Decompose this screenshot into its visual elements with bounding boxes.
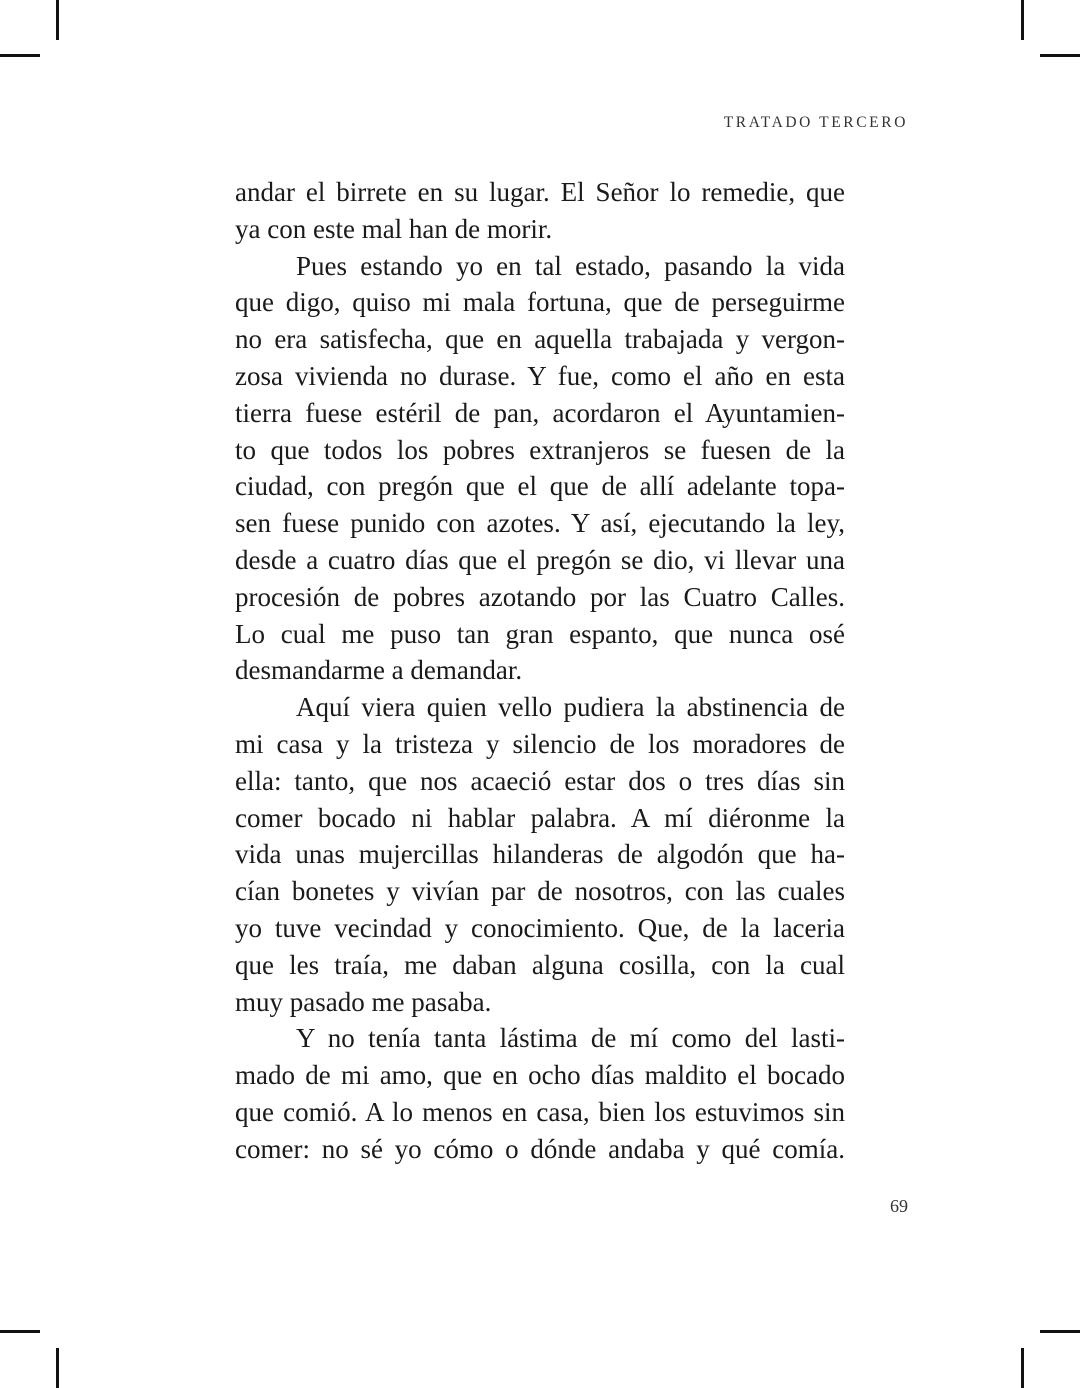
text-line: Lo cual me puso tan gran espanto, que nunca osé	[235, 618, 845, 649]
text-line: comer bocado ni hablar palabra. A mí diéronme la	[235, 802, 845, 833]
text-line: comer: no sé yo cómo o dónde andaba y qué comía.	[235, 1133, 845, 1164]
page-number: 69	[890, 1196, 908, 1216]
text-line: muy pasado me pasaba.	[235, 986, 492, 1017]
crop-mark-top-right-vertical	[1021, 0, 1024, 40]
text-line: que les traía, me daban alguna cosilla, con la cual	[235, 949, 845, 980]
text-line: desde a cuatro días que el pregón se dio, vi llevar una	[235, 544, 845, 575]
paragraph	[235, 174, 845, 248]
body-text	[235, 174, 845, 1168]
text-line: mado de mi amo, que en ocho días maldito el bocado	[235, 1060, 845, 1091]
running-head: TRATADO TERCERO	[723, 114, 908, 131]
crop-mark-top-left-vertical	[56, 0, 59, 40]
text-line: mi casa y la tristeza y silencio de los moradores de	[235, 728, 845, 759]
text-line: sen fuese punido con azotes. Y así, ejecutando la ley,	[235, 508, 845, 539]
text-line: to que todos los pobres extranjeros se fuesen de la	[235, 434, 845, 465]
crop-mark-bottom-left-horizontal	[0, 1330, 40, 1333]
text-line: andar el birrete en su lugar. El Señor lo remedie, que	[235, 177, 845, 207]
crop-mark-top-right-horizontal	[1040, 54, 1080, 57]
text-line: tierra fuese estéril de pan, acordaron el Ayuntamien-	[235, 397, 845, 428]
crop-mark-bottom-right-horizontal	[1040, 1330, 1080, 1333]
text-line: Pues estando yo en tal estado, pasando la vida	[296, 250, 845, 281]
paragraph	[235, 1020, 845, 1167]
text-line: ya con este mal han de morir.	[235, 213, 553, 244]
paragraph	[235, 689, 845, 1020]
paragraph	[235, 248, 845, 690]
text-line: desmandarme a demandar.	[235, 655, 523, 686]
text-line: que comió. A lo menos en casa, bien los estuvimos sin	[235, 1096, 845, 1127]
text-line: no era satisfecha, que en aquella trabajada y vergon-	[235, 324, 845, 355]
text-line: ella: tanto, que nos acaeció estar dos o tres días sin	[235, 765, 845, 796]
text-line: Y no tenía tanta lástima de mí como del lasti-	[296, 1023, 845, 1054]
crop-mark-bottom-right-vertical	[1021, 1348, 1024, 1388]
text-line: yo tuve vecindad y conocimiento. Que, de la laceria	[235, 912, 845, 943]
text-line: vida unas mujercillas hilanderas de algodón que ha-	[235, 839, 845, 870]
text-line: zosa vivienda no durase. Y fue, como el año en esta	[235, 360, 845, 391]
text-line: que digo, quiso mi mala fortuna, que de perseguirme	[235, 287, 845, 318]
text-line: ciudad, con pregón que el que de allí adelante topa-	[235, 471, 845, 502]
text-line: Aquí viera quien vello pudiera la abstinencia de	[296, 692, 845, 723]
crop-mark-top-left-horizontal	[0, 54, 40, 57]
text-line: cían bonetes y vivían par de nosotros, con las cuales	[235, 876, 845, 907]
crop-mark-bottom-left-vertical	[56, 1348, 59, 1388]
text-line: procesión de pobres azotando por las Cuatro Calles.	[235, 581, 845, 612]
